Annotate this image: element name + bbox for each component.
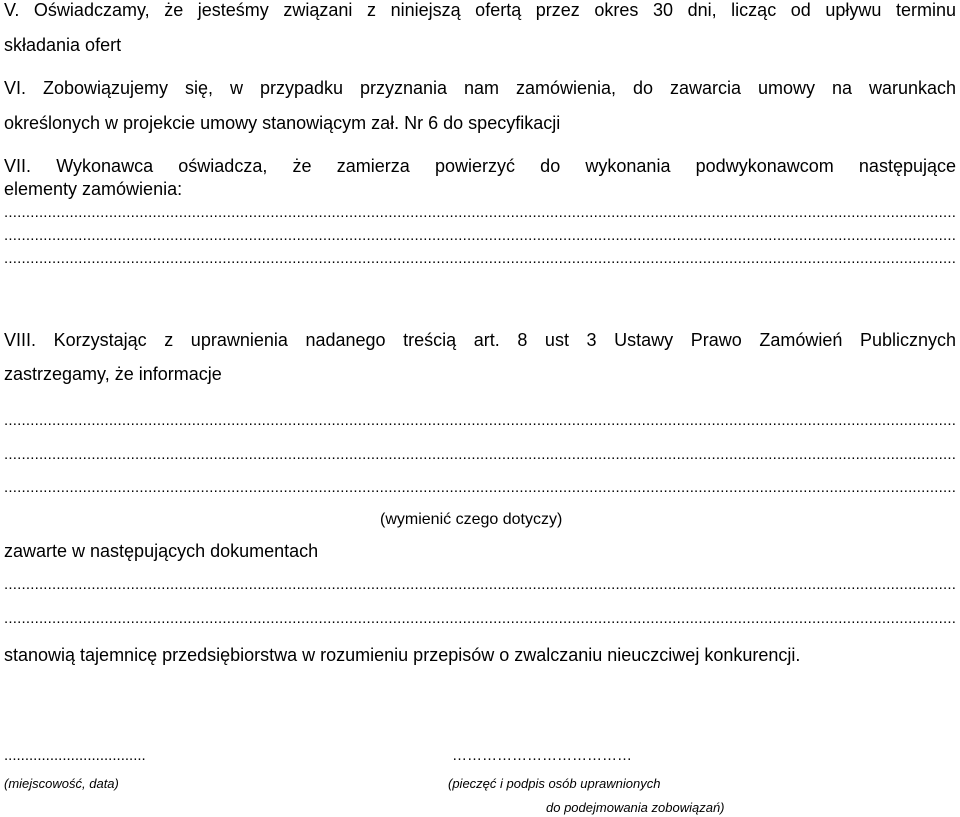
fill-line — [4, 229, 956, 243]
section-viii-line2: zastrzegamy, że informacje — [4, 364, 222, 384]
fill-line — [4, 448, 956, 462]
closing-statement: stanowią tajemnicę przedsiębiorstwa w rozumieniu przepisów o zwalczaniu nieuczciwej konkurencji. — [4, 645, 801, 665]
fill-line — [4, 414, 956, 428]
section-v-line2: składania ofert — [4, 35, 122, 55]
fill-line — [4, 252, 956, 266]
section-vii-line1: VII. Wykonawca oświadcza, że zamierza powierzyć do wykonania podwykonawcom następujące — [4, 156, 956, 176]
section-vi-line2: określonych w projekcie umowy stanowiącym zał. Nr 6 do specyfikacji — [4, 113, 561, 133]
section-vi-line1: VI. Zobowiązujemy się, w przypadku przyznania nam zamówienia, do zawarcia umowy na warunkach — [4, 78, 956, 98]
documents-label: zawarte w następujących dokumentach — [4, 541, 319, 561]
fill-line — [4, 612, 956, 626]
signature-label-line2: do podejmowania zobowiązań) — [546, 800, 725, 815]
signature-dots: ……………………………… — [452, 747, 632, 764]
place-date-dots: .................................. — [4, 747, 146, 764]
signature-label-line1: (pieczęć i podpis osób uprawnionych — [448, 776, 661, 791]
section-vii-line2: elementy zamówienia: — [4, 179, 183, 199]
fill-line — [4, 481, 956, 495]
place-date-label: (miejscowość, data) — [4, 776, 119, 791]
section-v-line1: V. Oświadczamy, że jesteśmy związani z niniejszą ofertą przez okres 30 dni, licząc od upływu terminu — [4, 0, 956, 20]
section-viii-line1: VIII. Korzystając z uprawnienia nadanego treścią art. 8 ust 3 Ustawy Prawo Zamówień Publicznych — [4, 330, 956, 350]
fill-line — [4, 206, 956, 220]
hint-text: (wymienić czego dotyczy) — [380, 511, 563, 528]
fill-line — [4, 578, 956, 592]
